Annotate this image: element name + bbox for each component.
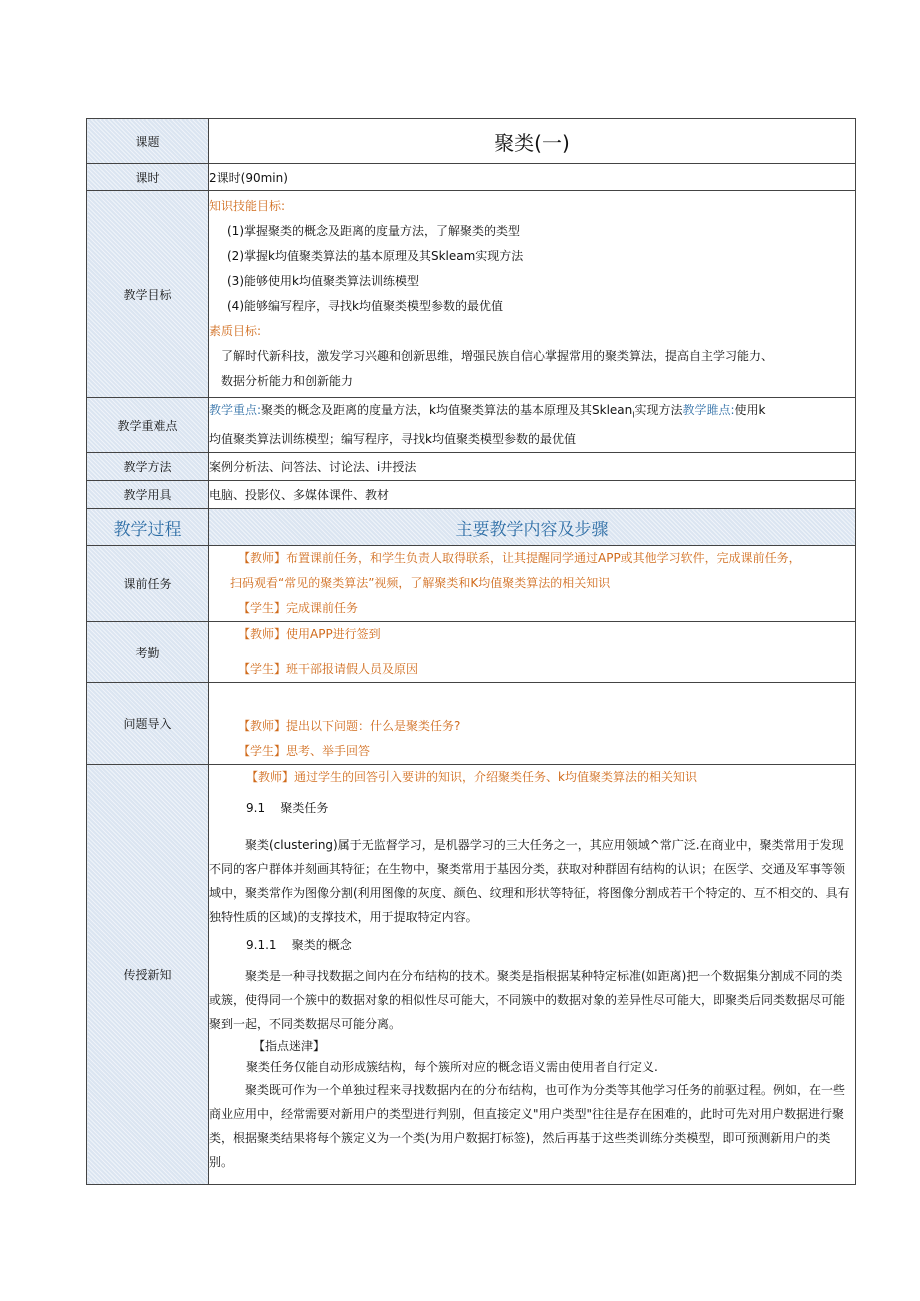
attendance-label: 考勤 (87, 622, 209, 683)
intro-student: 【学生】思考、举手回答 (238, 744, 371, 759)
goals-content (209, 191, 856, 398)
goals-label: 教学目标 (87, 191, 209, 398)
topic-title: 聚类(一) (209, 119, 856, 164)
new-knowledge-teacher: 【教师】通过学生的回答引入要讲的知识，介绍聚类任务、k均值聚类算法的相关知识 (246, 770, 697, 785)
key-points-row (87, 398, 856, 453)
tip-paragraph: 聚类既可作为一个单独过程来寻找数据内在的分布结构，也可作为分类等其他学习任务的前驱过程。例如，在一些商业应用中，经常需要对新用户的类型进行判别，但直接定义"用户类型"往往是存在困难的，此时可先对用户数据进行聚类，根据聚类结果将每个簇定义为一个类(为用户数据打标签)，然后再基于这些类训练分类模型，即可预测新用户的类别。 (209, 1083, 846, 1170)
method-row (87, 453, 856, 481)
knowledge-item: (1)掌握聚类的概念及距离的度量方法，了解聚类的类型 (227, 224, 521, 238)
new-knowledge-content (209, 765, 856, 1185)
intro-row (87, 683, 856, 765)
knowledge-item: (3)能够使用k均值聚类算法训练模型 (227, 274, 419, 288)
key-text-2: 实现方法 (634, 403, 683, 417)
quality-text: 了解时代新科技，激发学习兴趣和创新思维，增强民族自信心掌握常用的聚类算法，提高自主学习能力、 (221, 349, 774, 363)
method-value: 案例分析法、问答法、讨论法、i井授法 (209, 453, 856, 481)
paragraph: 聚类是一种寻找数据之间内在分布结构的技术。聚类是指根据某种特定标准(如距离)把一个数据集分割成不同的类或簇，使得同一个簇中的数据对象的相似性尽可能大，不同簇中的数据对象的差异性尽可能大，即聚类后同类数据尽可能聚到一起，不同类数据尽可能分离。 (209, 969, 846, 1032)
hours-row (87, 164, 856, 191)
knowledge-heading: 知识技能目标: (209, 199, 286, 213)
tools-row (87, 481, 856, 509)
process-header-value: 主要教学内容及步骤 (209, 509, 856, 546)
hours-value: 2课时(90min) (209, 164, 856, 191)
hours-label: 课时 (87, 164, 209, 191)
subsection-heading: 9.1.1 聚类的概念 (246, 938, 352, 953)
section-heading: 9.1 聚类任务 (246, 801, 329, 816)
key-tag: 教学重点: (209, 403, 262, 417)
key-text: 聚类的概念及距离的度量方法，k均值聚类算法的基本原理及其Sklean (261, 403, 633, 417)
new-knowledge-label: 传授新知 (87, 765, 209, 1185)
key-points-line2: 均值聚类算法训练模型；编写程序，寻找k均值聚类模型参数的最优值 (209, 432, 576, 447)
pre-class-content (209, 546, 856, 622)
pre-class-teacher-2: 扫码观看“常见的聚类算法”视频，了解聚类和K均值聚类算法的相关知识 (230, 576, 611, 591)
attendance-content (209, 622, 856, 683)
process-header-row (87, 509, 856, 546)
attendance-row (87, 622, 856, 683)
method-label: 教学方法 (87, 453, 209, 481)
process-header-label: 教学过程 (87, 509, 209, 546)
intro-label: 问题导入 (87, 683, 209, 765)
quality-heading: 素质目标: (209, 324, 262, 338)
topic-label: 课题 (87, 119, 209, 164)
knowledge-item: (4)能够编写程序，寻找k均值聚类模型参数的最优值 (227, 299, 503, 313)
difficult-tag: 教学雎点: (682, 403, 735, 417)
pre-class-teacher: 【教师】布置课前任务，和学生负责人取得联系，让其提醒同学通过APP或其他学习软件，完成课前任务， (238, 551, 801, 566)
knowledge-item: (2)掌握k均值聚类算法的基本原理及其Skleam实现方法 (227, 249, 524, 263)
lesson-plan-table (86, 118, 856, 1185)
intro-teacher: 【教师】提出以下问题：什么是聚类任务? (238, 719, 461, 734)
difficult-text: 使用k (734, 403, 766, 417)
new-knowledge-row (87, 765, 856, 1185)
key-points-content (209, 398, 856, 453)
tip-text: 聚类任务仅能自动形成簇结构，每个簇所对应的概念语义需由使用者自行定义. (246, 1060, 658, 1075)
tip-heading: 【指点迷津】 (253, 1039, 326, 1054)
goals-row (87, 191, 856, 398)
quality-text: 数据分析能力和创新能力 (221, 374, 354, 388)
intro-content (209, 683, 856, 765)
pre-class-row (87, 546, 856, 622)
pre-class-student: 【学生】完成课前任务 (238, 601, 359, 616)
tools-label: 教学用具 (87, 481, 209, 509)
topic-row (87, 119, 856, 164)
attendance-teacher: 【教师】使用APP进行签到 (238, 627, 381, 642)
tools-value: 电脑、投影仪、多媒体课件、教材 (209, 481, 856, 509)
key-points-label: 教学重难点 (87, 398, 209, 453)
paragraph: 聚类(clustering)属于无监督学习，是机器学习的三大任务之一，其应用领域^常广泛.在商业中，聚类常用于发现不同的客户群体并刻画其特征；在生物中，聚类常用于基因分类，获取对种群固有结构的认识；在医学、交通及军事等领域中，聚类常作为图像分割(利用图像的灰度、颜色、纹理和形状等特征，将图像分割成若干个特定的、互不相交的、具有独特性质的区域)的支撑技术，用于提取特定内容。 (209, 838, 850, 925)
attendance-student: 【学生】班干部报请假人员及原因 (238, 662, 419, 677)
key-sub: l (632, 410, 635, 420)
pre-class-label: 课前任务 (87, 546, 209, 622)
